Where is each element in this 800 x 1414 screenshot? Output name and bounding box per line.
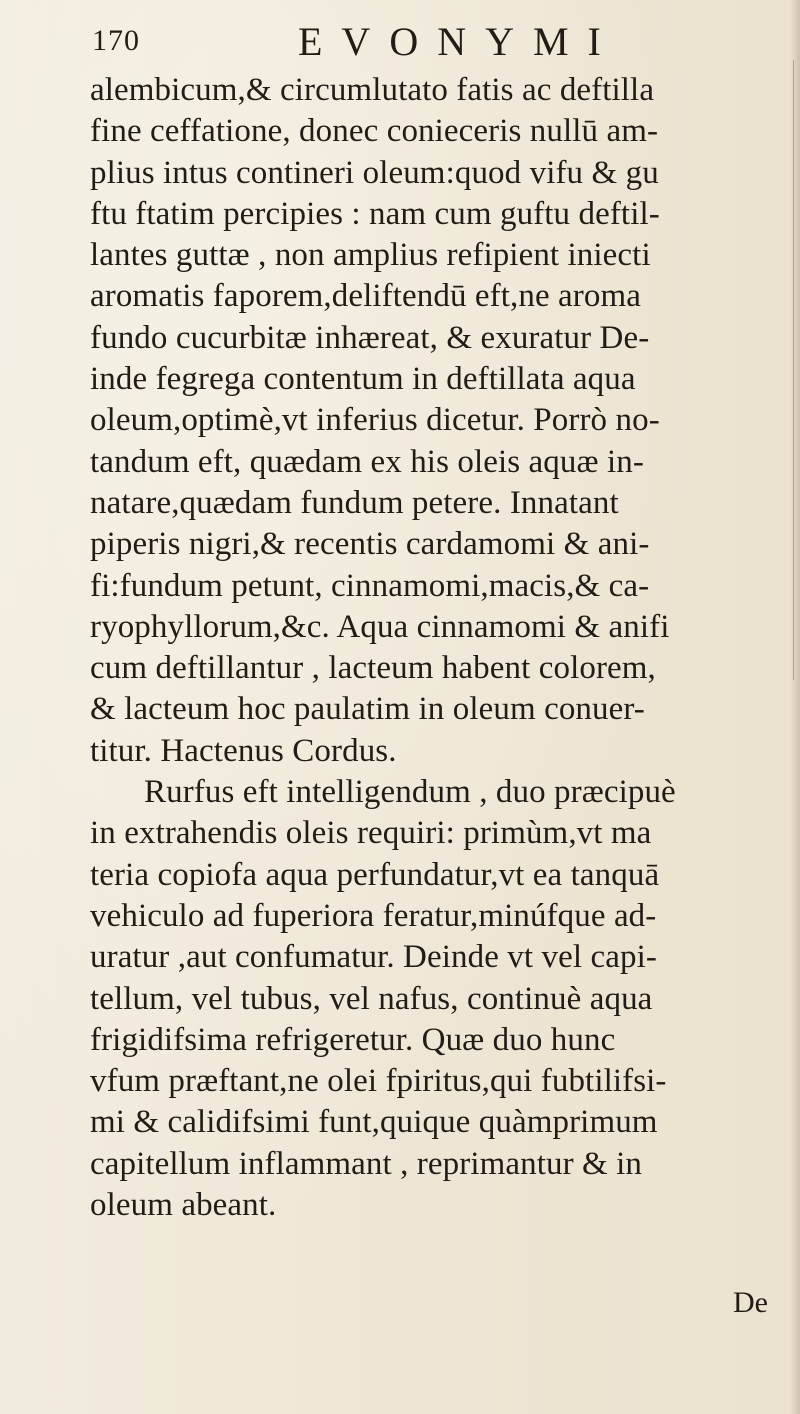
body-text [90,70,790,1226]
text-line: aromatis faporem,deliftendū eft,ne aroma [90,278,642,315]
text-line: & lacteum hoc paulatim in oleum conuer- [90,691,645,728]
text-line: frigidifsima refrigeretur. Quæ duo hunc [90,1021,616,1058]
text-line: teria copiofa aqua perfundatur,vt ea tanquā [90,856,660,893]
text-line: capitellum inflammant , reprimantur & in [90,1145,643,1182]
page-header [92,18,772,68]
text-line: in extrahendis oleis requiri: primùm,vt ma [90,815,652,852]
text-line: ryophyllorum,&c. Aqua cinnamomi & anifi [90,608,670,645]
text-line: ftu ftatim percipies : nam cum guftu deftil- [90,195,660,232]
text-line: uratur ,aut confumatur. Deinde vt vel capi- [90,939,657,976]
text-line: titur. Hactenus Cordus. [90,732,397,769]
text-line: cum deftillantur , lacteum habent colorem, [90,650,656,687]
page-edge-shadow [790,0,800,1414]
text-line: fundo cucurbitæ inhæreat, & exuratur De- [90,319,650,356]
text-line: mi & calidifsimi funt,quique quàmprimum [90,1104,658,1141]
text-line: inde fegrega contentum in deftillata aqua [90,361,636,398]
text-line: vehiculo ad fuperiora feratur,minúfque ad- [90,897,657,934]
catchword: De [733,1286,768,1319]
text-line: oleum abeant. [90,1187,277,1224]
page-edge-rule [793,60,794,680]
text-line: vfum præftant,ne olei fpiritus,qui fubtilifsi- [90,1063,667,1100]
text-line: oleum,optimè,vt inferius dicetur. Porrò no- [90,402,660,439]
text-line: fine ceffatione, donec conieceris nullū am- [90,113,659,150]
text-line: piperis nigri,& recentis cardamomi & ani- [90,526,650,563]
text-line: lantes guttæ , non amplius refipient iniecti [90,237,651,274]
text-line: tandum eft, quædam ex his oleis aquæ in- [90,443,644,480]
paragraph-first-line: Rurfus eft intelligendum , duo præcipuè [144,774,676,811]
text-line: plius intus contineri oleum:quod vifu & gu [90,154,659,191]
text-line: tellum, vel tubus, vel nafus, continuè aqua [90,980,653,1017]
page-number: 170 [92,24,140,57]
text-line: alembicum,& circumlutato fatis ac deftilla [90,72,655,108]
text-line: natare,quædam fundum petere. Innatant [90,484,619,521]
running-head: EVONYMI [298,19,620,64]
text-line: fi:fundum petunt, cinnamomi,macis,& ca- [90,567,650,604]
